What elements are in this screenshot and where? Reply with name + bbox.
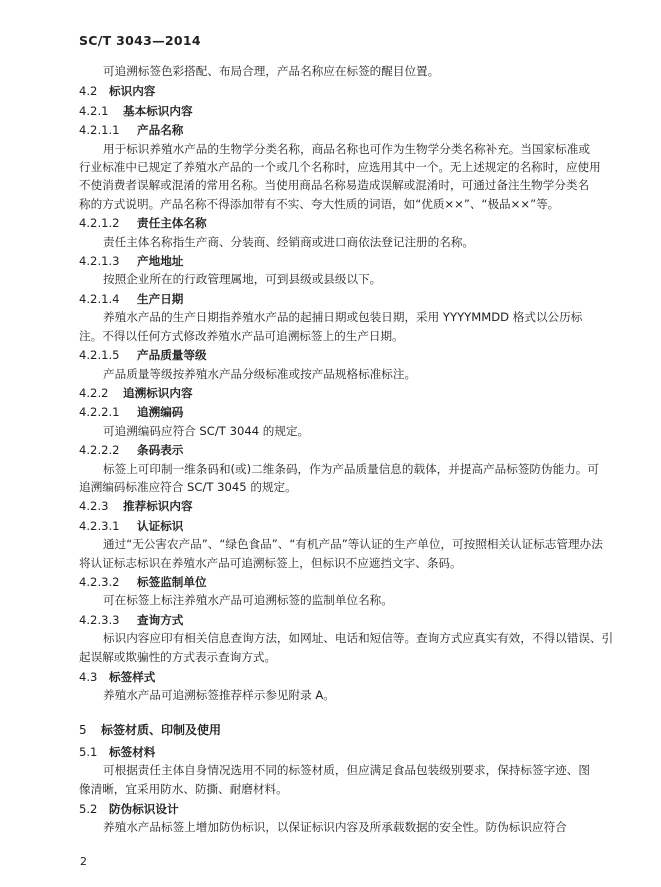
section-heading-4-2 bbox=[79, 82, 587, 100]
section-title: 条码表示 bbox=[137, 443, 184, 458]
section-title: 基本标识内容 bbox=[123, 103, 193, 118]
section-heading-4-2-1 bbox=[79, 102, 587, 120]
paragraph-line: 责任主体名称指生产商、分装商、经销商或进口商依法登记注册的名称。 bbox=[103, 234, 475, 249]
document-body bbox=[79, 62, 614, 837]
section-title: 推荐标识内容 bbox=[123, 499, 193, 514]
section-number: 5.2 bbox=[79, 802, 98, 817]
page-number: 2 bbox=[80, 855, 87, 868]
section-heading-4-2-1-4 bbox=[79, 290, 587, 308]
section-number: 4.3 bbox=[79, 670, 98, 684]
section-number: 4.2.2.2 bbox=[79, 443, 120, 458]
section-title: 防伪标识设计 bbox=[109, 802, 179, 817]
section-number: 4.2.1.1 bbox=[79, 123, 120, 138]
section-heading-4-2-3 bbox=[79, 497, 587, 515]
section-number: 4.2.1 bbox=[79, 103, 109, 118]
section-heading-4-2-1-5 bbox=[79, 346, 587, 364]
section-heading-4-3 bbox=[79, 668, 587, 686]
section-title: 标签材质、印制及使用 bbox=[101, 722, 222, 737]
section-title: 责任主体名称 bbox=[137, 216, 207, 231]
section-number: 4.2 bbox=[79, 84, 98, 99]
section-title: 生产日期 bbox=[137, 291, 184, 306]
paragraph-line: 产品质量等级按养殖水产品分级标准或按产品规格标准标注。 bbox=[103, 366, 417, 381]
section-heading-4-2-2 bbox=[79, 384, 587, 402]
section-number: 4.2.1.3 bbox=[79, 254, 120, 269]
section-title: 标签监制单位 bbox=[137, 574, 207, 589]
section-title: 标签材料 bbox=[109, 744, 156, 759]
section-number: 4.2.1.4 bbox=[79, 291, 120, 306]
section-number: 4.2.3.2 bbox=[79, 574, 120, 589]
paragraph-line: 将认证标志标识在养殖水产品可追溯标签上，但标识不应遮挡文字、条码。 bbox=[79, 555, 462, 570]
section-number: 4.2.3.1 bbox=[79, 518, 120, 533]
paragraph-line: 可根据责任主体自身情况选用不同的标签材质，但应满足食品包装级别要求，保持标签字迹、图 bbox=[103, 763, 590, 778]
section-title: 产品质量等级 bbox=[137, 348, 207, 363]
paragraph-line: 标识内容应印有相关信息查询方法，如网址、电话和短信等。查询方式应真实有效，不得以错误、引 bbox=[103, 631, 614, 646]
section-number: 5 bbox=[79, 722, 87, 737]
section-heading-4-2-2-2 bbox=[79, 441, 587, 459]
paragraph-line: 养殖水产品可追溯标签推荐样示参见附录 A。 bbox=[103, 688, 335, 703]
paragraph-line: 注。不得以任何方式修改养殖水产品可追溯标签上的生产日期。 bbox=[79, 328, 404, 343]
section-number: 4.2.2 bbox=[79, 385, 109, 400]
section-title: 标识内容 bbox=[109, 84, 156, 99]
paragraph-line: 通过“无公害农产品”、“绿色食品”、“有机产品”等认证的生产单位，可按照相关认证标志管理办法 bbox=[103, 537, 603, 552]
section-number: 4.2.3.3 bbox=[79, 612, 120, 627]
section-title: 产地地址 bbox=[137, 254, 184, 269]
section-number: 4.2.1.5 bbox=[79, 348, 120, 363]
section-heading-5-1 bbox=[79, 743, 587, 761]
section-number: 4.2.3 bbox=[79, 499, 109, 514]
section-heading-4-2-3-3 bbox=[79, 611, 587, 629]
paragraph-line: 起误解或欺骗性的方式表示查询方式。 bbox=[79, 649, 277, 664]
section-title: 产品名称 bbox=[137, 123, 184, 138]
paragraph-line: 可追溯标签色彩搭配、布局合理，产品名称应在标签的醒目位置。 bbox=[103, 64, 440, 78]
section-title: 认证标识 bbox=[137, 518, 184, 533]
paragraph-line: 按照企业所在的行政管理属地，可到县级或县级以下。 bbox=[103, 272, 382, 287]
paragraph-line: 用于标识养殖水产品的生物学分类名称，商品名称也可作为生物学分类名称补充。当国家标准或 bbox=[103, 141, 590, 156]
paragraph-line: 可在标签上标注养殖水产品可追溯标签的监制单位名称。 bbox=[103, 593, 393, 608]
section-heading-5-2 bbox=[79, 800, 587, 818]
paragraph-line: 行业标准中已规定了养殖水产品的一个或几个名称时，应选用其中一个。无上述规定的名称时，应使用 bbox=[79, 160, 601, 175]
paragraph-line: 像清晰，宜采用防水、防撕、耐磨材料。 bbox=[79, 781, 288, 796]
paragraph-line: 标签上可印制一维条码和(或)二维条码，作为产品质量信息的载体，并提高产品标签防伪能力。可 bbox=[103, 461, 599, 476]
section-heading-4-2-3-1 bbox=[79, 517, 587, 535]
paragraph-line: 不使消费者误解或混淆的常用名称。当使用商品名称易造成误解或混淆时，可通过备注生物学分类名 bbox=[79, 178, 590, 193]
paragraph-line: 养殖水产品标签上增加防伪标识，以保证标识内容及所承载数据的安全性。防伪标识应符合 bbox=[103, 820, 567, 835]
section-heading-5 bbox=[79, 719, 587, 741]
section-title: 标签样式 bbox=[109, 670, 156, 684]
paragraph-line: 追溯编码标准应符合 SC/T 3045 的规定。 bbox=[79, 479, 297, 494]
paragraph-line: 可追溯编码应符合 SC/T 3044 的规定。 bbox=[103, 423, 310, 438]
section-heading-4-2-1-3 bbox=[79, 252, 587, 270]
section-heading-4-2-3-2 bbox=[79, 573, 587, 591]
paragraph-line: 称的方式说明。产品名称不得添加带有不实、夸大性质的词语，如“优质××”、“极品××”等。 bbox=[79, 196, 560, 211]
standard-number-header: SC/T 3043—2014 bbox=[79, 33, 201, 48]
section-number: 4.2.2.1 bbox=[79, 405, 120, 420]
section-title: 追溯标识内容 bbox=[123, 385, 193, 400]
section-number: 4.2.1.2 bbox=[79, 216, 120, 231]
paragraph-line: 养殖水产品的生产日期指养殖水产品的起捕日期或包装日期，采用 YYYYMMDD 格式以公历标 bbox=[103, 310, 583, 325]
section-number: 5.1 bbox=[79, 744, 98, 759]
section-heading-4-2-1-2 bbox=[79, 214, 587, 232]
section-title: 追溯编码 bbox=[137, 405, 184, 420]
section-heading-4-2-1-1 bbox=[79, 121, 587, 139]
section-title: 查询方式 bbox=[137, 612, 184, 627]
section-heading-4-2-2-1 bbox=[79, 403, 587, 421]
